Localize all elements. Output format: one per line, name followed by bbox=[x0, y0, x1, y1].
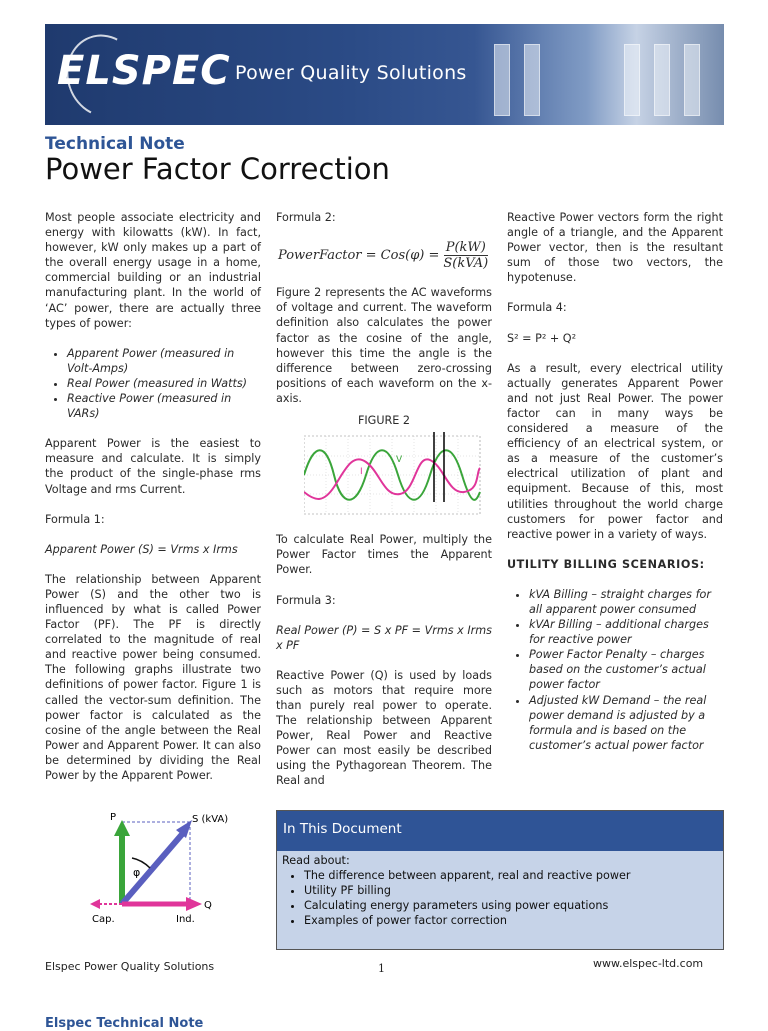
label-phi: φ bbox=[133, 866, 141, 879]
list-item: • Power Factor Penalty – charges based on the customer’s actual power factor bbox=[529, 647, 723, 692]
footer-company: Elspec Power Quality Solutions bbox=[45, 960, 215, 973]
formula2-lhs: PowerFactor = Cos(φ) = bbox=[278, 248, 440, 264]
formula3: Real Power (P) = S x PF = Vrms x Irms x PF bbox=[276, 623, 492, 652]
list-item: • kVAr Billing – additional charges for reactive power bbox=[529, 617, 723, 647]
list-item: • Utility PF billing bbox=[304, 883, 718, 898]
vector-diagram bbox=[80, 808, 240, 928]
column-2 bbox=[276, 210, 492, 804]
list-item: • Apparent Power (measured in Volt-Amps) bbox=[67, 346, 261, 376]
formula4-label: Formula 4: bbox=[507, 301, 567, 315]
list-item: • Examples of power factor correction bbox=[304, 913, 718, 928]
formula4: S² = P² + Q² bbox=[507, 331, 577, 345]
tagline: Power Quality Solutions bbox=[235, 62, 467, 84]
formula2-label: Formula 2: bbox=[276, 211, 336, 224]
billing-list bbox=[507, 587, 723, 753]
list-item: • kVA Billing – straight charges for all apparent power consumed bbox=[529, 587, 723, 617]
switchgear-room-photo bbox=[474, 24, 724, 125]
vectors-paragraph: Reactive Power vectors form the right angle of a triangle, and the Apparent Power vector, then is the resultant sum of those two vectors, the hypotenuse. bbox=[507, 211, 723, 285]
list-item: • Real Power (measured in Watts) bbox=[67, 376, 261, 391]
in-this-document-box bbox=[276, 810, 724, 950]
formula3-label: Formula 3: bbox=[276, 593, 336, 607]
wave-label-v: V bbox=[396, 455, 403, 466]
real-power-paragraph: To calculate Real Power, multiply the Power Factor times the Apparent Power. bbox=[276, 533, 492, 577]
billing-heading: UTILITY BILLING SCENARIOS: bbox=[507, 557, 705, 571]
note-label: Technical Note bbox=[45, 134, 185, 154]
apparent-power-paragraph: Apparent Power is the easiest to measure and calculate. It is simply the product of the single-phase rms Voltage and rms Current. bbox=[45, 437, 261, 496]
next-page-header: Elspec Technical Note bbox=[45, 1016, 204, 1031]
page-title: Power Factor Correction bbox=[45, 152, 390, 186]
formula2-numerator: P(kW) bbox=[445, 240, 486, 256]
waveform-figure bbox=[304, 432, 482, 518]
label-p: P bbox=[110, 812, 117, 823]
intro-paragraph: Most people associate electricity and energy with kilowatts (kW). In fact, however, kW only makes up a part of the overall energy usage in a home, commercial building or an industrial manufacturing plant. In the world of ‘AC’ power, there are actually three types of power: bbox=[45, 211, 261, 330]
list-item: • Adjusted kW Demand – the real power demand is adjusted by a formula and is based on the customer’s actual power factor bbox=[529, 693, 723, 753]
label-ind: Ind. bbox=[176, 914, 195, 925]
page-number: 1 bbox=[378, 962, 385, 975]
footer-url[interactable]: www.elspec-ltd.com bbox=[593, 957, 704, 970]
list-item: • Calculating energy parameters using power equations bbox=[304, 898, 718, 913]
company-logo: ELSPEC bbox=[57, 48, 231, 94]
formula2-denominator: S(kVA) bbox=[443, 256, 489, 272]
box-intro: Read about: bbox=[282, 854, 350, 867]
figure2-paragraph: Figure 2 represents the AC waveforms of voltage and current. The waveform definition also calculates the power factor as the cosine of the angle, however this time the angle is the difference between zero-crossing positions of each waveform on the x-axis. bbox=[276, 286, 492, 405]
label-s: S (kVA) bbox=[192, 814, 229, 825]
power-factor-paragraph: The relationship between Apparent Power (S) and the other two is influenced by what is called Power Factor (PF). The PF is directly correlated to the magnitude of real and reactive power being consumed. The following graphs illustrate two definitions of power factor. Figure 1 is called the vector-sum definition. The power factor is calculated as the cosine of the angle between the Real Power and Apparent Power. It can also be determined by dividing the Real Power by the Apparent Power. bbox=[45, 572, 261, 782]
box-title: In This Document bbox=[277, 811, 723, 851]
formula1-label: Formula 1: bbox=[45, 512, 105, 526]
utility-paragraph: As a result, every electrical utility actually generates Apparent Power and not just Real Power. The power factor can in many ways be considered a measure of the efficiency of an electrical system, or as a measure of the customer’s electrical utilization of plant and equipment. Because of this, most utilities throughout the world charge customers for power factor and reactive power in a variety of ways. bbox=[507, 361, 723, 541]
list-item: • Reactive Power (measured in VARs) bbox=[67, 391, 261, 421]
wave-label-i: I bbox=[360, 467, 363, 478]
figure2-caption: FIGURE 2 bbox=[357, 414, 411, 428]
reactive-power-paragraph: Reactive Power (Q) is used by loads such as motors that require more than purely real power to operate. The relationship between Apparent Power, Real Power and Reactive Power can most easily be described using the Pythagorean Theorem. The Real and bbox=[276, 668, 492, 788]
column-1 bbox=[45, 210, 261, 798]
formula1: Apparent Power (S) = Vrms x Irms bbox=[45, 542, 238, 556]
box-list bbox=[282, 868, 718, 928]
formula2 bbox=[278, 240, 492, 271]
label-cap: Cap. bbox=[92, 914, 115, 925]
list-item: • The difference between apparent, real and reactive power bbox=[304, 868, 718, 883]
label-q: Q bbox=[204, 900, 212, 911]
power-types-list bbox=[45, 346, 261, 421]
column-3 bbox=[507, 210, 723, 768]
header-banner bbox=[45, 24, 724, 125]
